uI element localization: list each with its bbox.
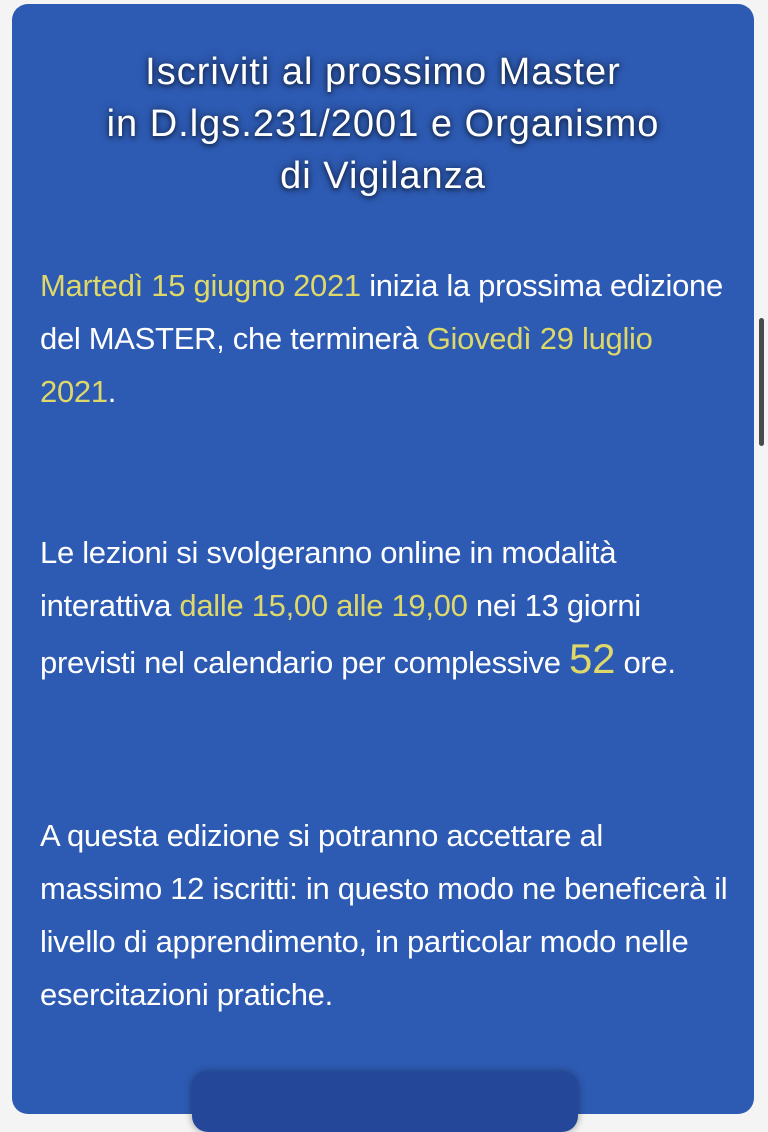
title-line-2: in D.lgs.231/2001 e Organismo (106, 103, 660, 145)
title-line-3: di Vigilanza (280, 155, 486, 197)
time-range: dalle 15,00 alle 19,00 (179, 588, 468, 623)
total-hours: 52 (569, 635, 616, 682)
schedule-text: inizia la prossima edizione del MASTER, che terminerà (40, 268, 723, 356)
lessons-text-c: ore. (615, 645, 676, 680)
lessons-paragraph (40, 526, 730, 689)
signup-button[interactable] (192, 1072, 578, 1132)
schedule-paragraph (40, 259, 730, 418)
start-date: Martedì 15 giugno 2021 (40, 268, 361, 303)
enrollment-paragraph: A questa edizione si potranno accettare al massimo 12 iscritti: in questo modo ne beneficerà il livello di apprendimento, in particolar modo nelle esercitazioni pratiche. (40, 818, 728, 1012)
master-info-card (12, 4, 754, 1114)
card-title (12, 46, 754, 202)
schedule-period: . (107, 374, 117, 409)
page-scrollbar[interactable] (759, 318, 764, 446)
end-date: Giovedì 29 luglio 2021 (40, 321, 653, 409)
lessons-text-a: Le lezioni si svolgeranno online in modalità interattiva (40, 535, 617, 623)
title-line-1: Iscriviti al prossimo Master (145, 51, 621, 93)
lessons-text-b: nei 13 giorni previsti nel calendario per complessive (40, 588, 641, 680)
